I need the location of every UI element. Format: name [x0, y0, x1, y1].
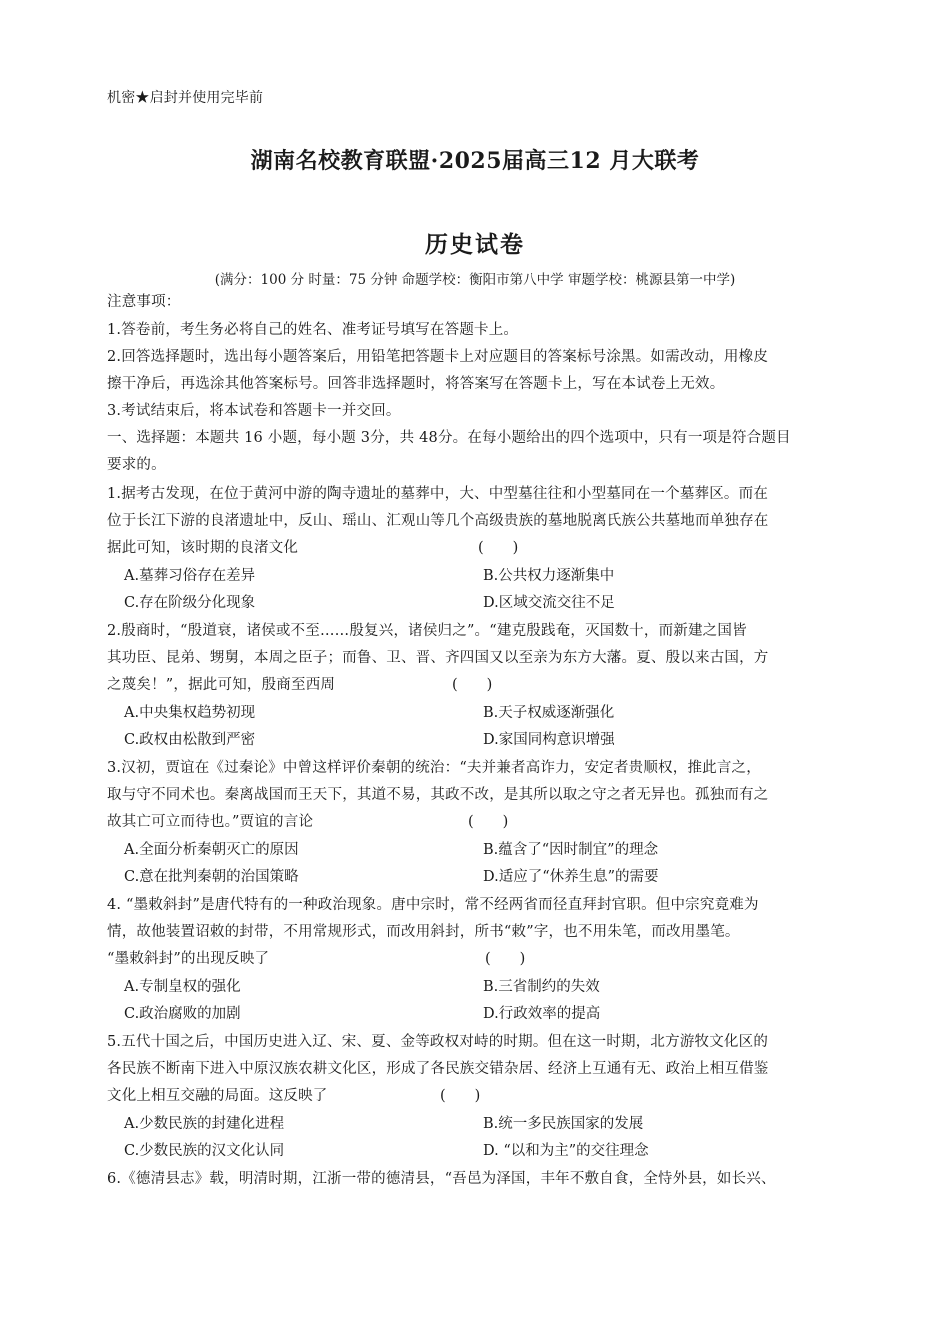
- q1-answer-bracket: ( ): [478, 540, 519, 556]
- q6-line-1: 6.《德清县志》载，明清时期，江浙一带的德清县，“吾邑为泽国，丰年不敷自食，全恃外县，如长兴、: [107, 1171, 776, 1187]
- exam-title: 湖南名校教育联盟·2025届高三12 月大联考: [250, 148, 700, 174]
- q3-option-a: A.全面分析秦朝灭亡的原因: [124, 842, 299, 858]
- q3-answer-bracket: ( ): [468, 814, 509, 830]
- section-1-line-1: 一、选择题：本题共 16 小题，每小题 3分，共 48分。在每小题给出的四个选项中，只有一项是符合题目: [107, 430, 791, 446]
- q2-option-a: A.中央集权趋势初现: [124, 705, 256, 721]
- q3-option-d: D.适应了“休养生息”的需要: [483, 869, 659, 885]
- q4-option-b: B.三省制约的失效: [483, 979, 600, 995]
- q5-line-1: 5.五代十国之后，中国历史进入辽、宋、夏、金等政权对峙的时期。但在这一时期，北方游牧文化区的: [107, 1034, 769, 1050]
- q5-line-2: 各民族不断南下进入中原汉族农耕文化区，形成了各民族交错杂居、经济上互通有无、政治上相互借鉴: [107, 1061, 769, 1077]
- q5-option-b: B.统一多民族国家的发展: [483, 1116, 644, 1132]
- q4-option-a: A.专制皇权的强化: [124, 979, 241, 995]
- q3-option-c: C.意在批判秦朝的治国策略: [124, 869, 299, 885]
- notice-item-1: 1.答卷前，考生务必将自己的姓名、准考证号填写在答题卡上。: [107, 322, 519, 338]
- q3-line-3: 故其亡可立而待也。”贾谊的言论: [107, 814, 314, 830]
- q2-option-b: B.天子权威逐渐强化: [483, 705, 615, 721]
- q2-line-3: 之蔑矣！”，据此可知，殷商至西周: [107, 677, 336, 693]
- q1-option-b: B.公共权力逐渐集中: [483, 568, 615, 584]
- q5-option-c: C.少数民族的汉文化认同: [124, 1143, 285, 1159]
- q5-option-d: D. “以和为主”的交往理念: [483, 1143, 649, 1159]
- subject-title: 历史试卷: [425, 231, 525, 258]
- q4-answer-bracket: ( ): [485, 951, 526, 967]
- section-1-line-2: 要求的。: [107, 457, 166, 473]
- q1-option-a: A.墓葬习俗存在差异: [124, 568, 256, 584]
- q3-line-2: 取与守不同术也。秦离战国而王天下，其道不易，其政不改，是其所以取之守之者无异也。孤独而有之: [107, 787, 769, 803]
- q4-line-3: “墨敕斜封”的出现反映了: [107, 951, 270, 967]
- q1-line-2: 位于长江下游的良渚遗址中，反山、瑶山、汇观山等几个高级贵族的墓地脱离氏族公共墓地而单独存在: [107, 513, 769, 529]
- q1-option-c: C.存在阶级分化现象: [124, 595, 256, 611]
- confidential-label: 机密★启封并使用完毕前: [107, 90, 264, 106]
- q5-answer-bracket: ( ): [440, 1088, 481, 1104]
- q1-line-3: 据此可知，该时期的良渚文化: [107, 540, 299, 556]
- q5-line-3: 文化上相互交融的局面。这反映了: [107, 1088, 328, 1104]
- q4-option-c: C.政治腐败的加剧: [124, 1006, 241, 1022]
- notice-item-2-line-1: 2.回答选择题时，选出每小题答案后，用铅笔把答题卡上对应题目的答案标号涂黑。如需改动，用橡皮: [107, 349, 769, 365]
- q2-option-d: D.家国同构意识增强: [483, 732, 615, 748]
- q4-line-2: 情，故他装置诏敕的封带，不用常规形式，而改用斜封，所书“敕”字，也不用朱笔，而改用墨笔。: [107, 924, 740, 940]
- notice-heading: 注意事项：: [107, 294, 181, 310]
- q4-line-1: 4. “墨敕斜封”是唐代特有的一种政治现象。唐中宗时，常不经两省而径直拜封官职。但中宗究竟难为: [107, 897, 759, 913]
- q2-answer-bracket: ( ): [452, 677, 493, 693]
- q2-line-2: 其功臣、昆弟、甥舅，本周之臣子；而鲁、卫、晋、齐四国又以至亲为东方大藩。夏、殷以来古国，方: [107, 650, 769, 666]
- exam-info: (满分：100 分 时量：75 分钟 命题学校：衡阳市第八中学 审题学校：桃源县第一中学): [214, 272, 736, 288]
- q3-option-b: B.蕴含了“因时制宜”的理念: [483, 842, 659, 858]
- notice-item-2-line-2: 擦干净后，再选涂其他答案标号。回答非选择题时，将答案写在答题卡上，写在本试卷上无效。: [107, 376, 725, 392]
- q4-option-d: D.行政效率的提高: [483, 1006, 601, 1022]
- q1-line-1: 1.据考古发现，在位于黄河中游的陶寺遗址的墓葬中，大、中型墓往往和小型墓同在一个墓葬区。而在: [107, 486, 769, 502]
- q5-option-a: A.少数民族的封建化进程: [124, 1116, 285, 1132]
- notice-item-3: 3.考试结束后，将本试卷和答题卡一并交回。: [107, 403, 401, 419]
- q2-line-1: 2.殷商时，“殷道衰，诸侯或不至……殷复兴，诸侯归之”。“建克殷践奄，灭国数十，而新建之国皆: [107, 623, 747, 639]
- q3-line-1: 3.汉初，贾谊在《过秦论》中曾这样评价秦朝的统治：“夫并兼者高诈力，安定者贵顺权，推此言之，: [107, 760, 761, 776]
- q2-option-c: C.政权由松散到严密: [124, 732, 256, 748]
- q1-option-d: D.区域交流交往不足: [483, 595, 615, 611]
